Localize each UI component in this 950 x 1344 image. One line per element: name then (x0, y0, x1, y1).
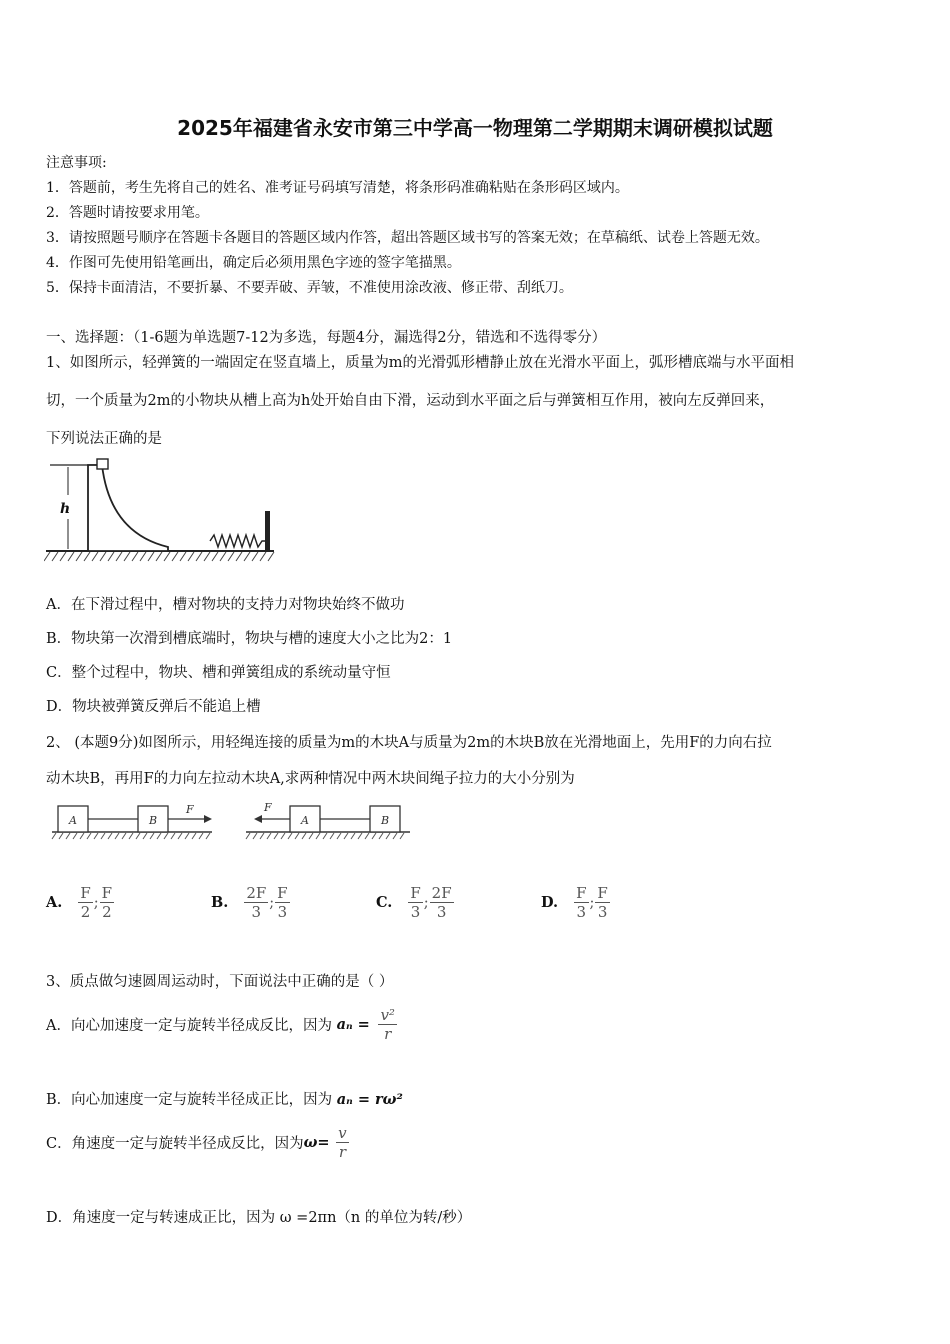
notice-item: 5．保持卡面清洁，不要折暴、不要弄破、弄皱，不准使用涂改液、修正带、刮纸刀。 (46, 280, 573, 296)
block-a-label: A (69, 814, 77, 827)
q2-stem-line: 动木块B，再用F的力向左拉动木块A,求两种情况中两木块间绳子拉力的大小分别为 (46, 771, 575, 787)
block-b-label: B (149, 814, 158, 827)
height-label: h (60, 501, 71, 517)
q3-option-c[interactable]: C．角速度一定与旋转半径成反比，因为ω= $\frac{v}{r}$ (46, 1124, 347, 1161)
q1-figure-slope-spring (44, 455, 284, 567)
force-label: F (186, 803, 194, 816)
q1-option-d[interactable]: D．物块被弹簧反弹后不能追上槽 (46, 699, 261, 715)
q3-option-b[interactable]: B．向心加速度一定与旋转半径成正比，因为 aₙ = rω² (46, 1091, 403, 1108)
q2-option-c[interactable]: C. $\frac{F}{3}$ ; $\frac{2F}{3}$ (376, 884, 452, 921)
force-label: F (264, 801, 272, 814)
notice-item: 3．请按照题号顺序在答题卡各题目的答题区域内作答，超出答题区域书写的答案无效；在草稿纸、试卷上答题无效。 (46, 230, 769, 246)
q1-stem-line: 切，一个质量为2m的小物块从槽上高为h处开始自由下滑，运动到水平面之后与弹簧相互作用，被向左反弹回来， (46, 393, 775, 409)
q2-stem-line: 2、 (本题9分)如图所示，用轻绳连接的质量为m的木块A与质量为2m的木块B放在光滑地面上，先用F的力向右拉 (46, 735, 772, 751)
notice-heading: 注意事项: (46, 155, 107, 171)
notice-item: 1．答题前，考生先将自己的姓名、准考证号码填写清楚，将条形码准确粘贴在条形码区域内。 (46, 180, 629, 196)
page-title: 2025年福建省永安市第三中学高一物理第二学期期末调研模拟试题 (177, 116, 773, 140)
q1-option-b[interactable]: B．物块第一次滑到槽底端时，物块与槽的速度大小之比为2：1 (46, 631, 453, 647)
q2-figure-blocks (50, 798, 420, 846)
block-a-label: A (301, 814, 309, 827)
q2-option-d[interactable]: D. $\frac{F}{3}$ ; $\frac{F}{3}$ (541, 884, 608, 921)
q1-stem-line: 1、如图所示，轻弹簧的一端固定在竖直墙上，质量为m的光滑弧形槽静止放在光滑水平面上，弧形槽底端与水平面相 (46, 355, 794, 371)
q1-option-a[interactable]: A．在下滑过程中，槽对物块的支持力对物块始终不做功 (46, 597, 405, 613)
q3-stem: 3、质点做匀速圆周运动时，下面说法中正确的是（ ） (46, 974, 394, 990)
q1-stem-line: 下列说法正确的是 (46, 431, 162, 447)
q1-option-c[interactable]: C．整个过程中，物块、槽和弹簧组成的系统动量守恒 (46, 665, 391, 681)
notice-item: 4．作图可先使用铅笔画出，确定后必须用黑色字迹的签字笔描黑。 (46, 255, 461, 271)
q2-option-a[interactable]: A. $\frac{F}{2}$ ; $\frac{F}{2}$ (46, 884, 113, 921)
q2-option-b[interactable]: B. $\frac{2F}{3}$ ; $\frac{F}{3}$ (211, 884, 288, 921)
q3-option-a[interactable]: A．向心加速度一定与旋转半径成反比，因为 aₙ = $\frac{\text{v²}}{r}$ (46, 1006, 395, 1043)
block-b-label: B (381, 814, 390, 827)
notice-item: 2．答题时请按要求用笔。 (46, 205, 209, 221)
q3-option-d[interactable]: D．角速度一定与转速成正比，因为 ω =2πn（n 的单位为转/秒） (46, 1210, 472, 1226)
section-heading: 一、选择题：（1-6题为单选题7-12为多选，每题4分，漏选得2分，错选和不选得零分） (46, 330, 607, 346)
